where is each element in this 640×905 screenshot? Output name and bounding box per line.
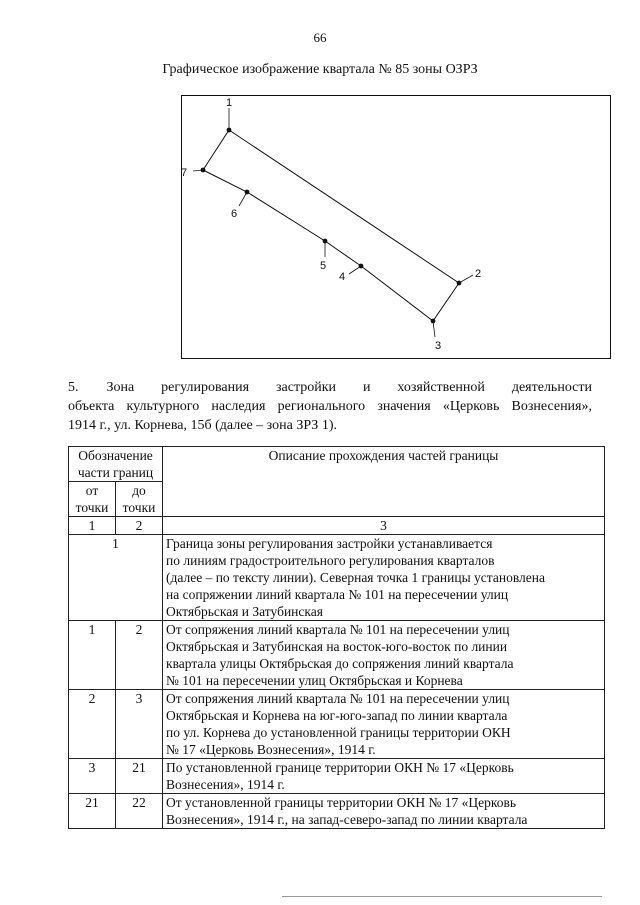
boundary-polygon [203,130,459,321]
col-number: 1 [69,517,116,535]
page-number: 66 [313,30,327,45]
header-to: до точки [116,482,163,517]
section-line: объекта культурного наследия регионального значения «Церковь Вознесения», [68,399,592,414]
boundary-table [68,446,605,829]
row-from: 1 [69,621,116,690]
section-line: 5. Зона регулирования застройки и хозяйственной деятельности [68,380,592,395]
section-paragraph [68,378,592,435]
table-row [69,759,605,794]
boundary-diagram [181,95,611,359]
table-header-row [69,447,605,482]
table-row [69,794,605,829]
table-row [69,690,605,759]
row-description: От установленной границы территории ОКН № 17 «Церковь Вознесения», 1914 г., на запад-северо-запад по линии квартала [163,794,605,829]
point-label-7: 7 [181,167,188,179]
point-leader-line [239,192,247,206]
col-number: 3 [163,517,605,535]
row-to: 22 [116,794,163,829]
point-label-1: 1 [226,97,233,109]
header-from: от точки [69,482,116,517]
table-row [69,535,605,621]
row-description: От сопряжения линий квартала № 101 на пересечении улиц Октябрьская и Затубинская на восток-юго-восток по линии квартала улицы Октябрьская до сопряжения линий квартала № 101 на пересечении улиц Октябрьская и Корнева [163,621,605,690]
point-label-6: 6 [231,208,238,220]
point-label-4: 4 [339,271,346,283]
row-to: 3 [116,690,163,759]
point-label-5: 5 [320,260,327,272]
section-line: 1914 г., ул. Корнева, 15б (далее – зона ЗРЗ 1). [68,418,337,433]
col-number: 2 [116,517,163,535]
point-label-2: 2 [475,268,482,280]
column-number-row [69,517,605,535]
row-to: 21 [116,759,163,794]
row-from: 2 [69,690,116,759]
point-leader-line [459,275,473,283]
figure-title: Графическое изображение квартала № 85 зоны ОЗРЗ [162,62,478,77]
diagram-frame [182,96,611,359]
row-to: 2 [116,621,163,690]
point-leader-line [349,266,361,274]
point-label-3: 3 [435,340,442,352]
header-description: Описание прохождения частей границы [163,447,605,517]
footer-rule [282,896,602,897]
row-merged-number: 1 [69,535,163,621]
header-designation: Обозначение части границ [69,447,163,482]
row-description: По установленной границе территории ОКН № 17 «Церковь Вознесения», 1914 г. [163,759,605,794]
row-description: Граница зоны регулирования застройки устанавливается по линиям градостроительного регулирования кварталов (далее – по тексту линии). Северная точка 1 границы установлена на сопряжении линий квартала № 101 на пересечении улиц Октябрьская и Затубинская [163,535,605,621]
row-from: 3 [69,759,116,794]
row-description: От сопряжения линий квартала № 101 на пересечении улиц Октябрьская и Корнева на юг-юго-запад по линии квартала по ул. Корнева до установленной границы территории ОКН № 17 «Церковь Вознесения», 1914 г. [163,690,605,759]
row-from: 21 [69,794,116,829]
table-row [69,621,605,690]
point-leader-line [433,321,435,337]
